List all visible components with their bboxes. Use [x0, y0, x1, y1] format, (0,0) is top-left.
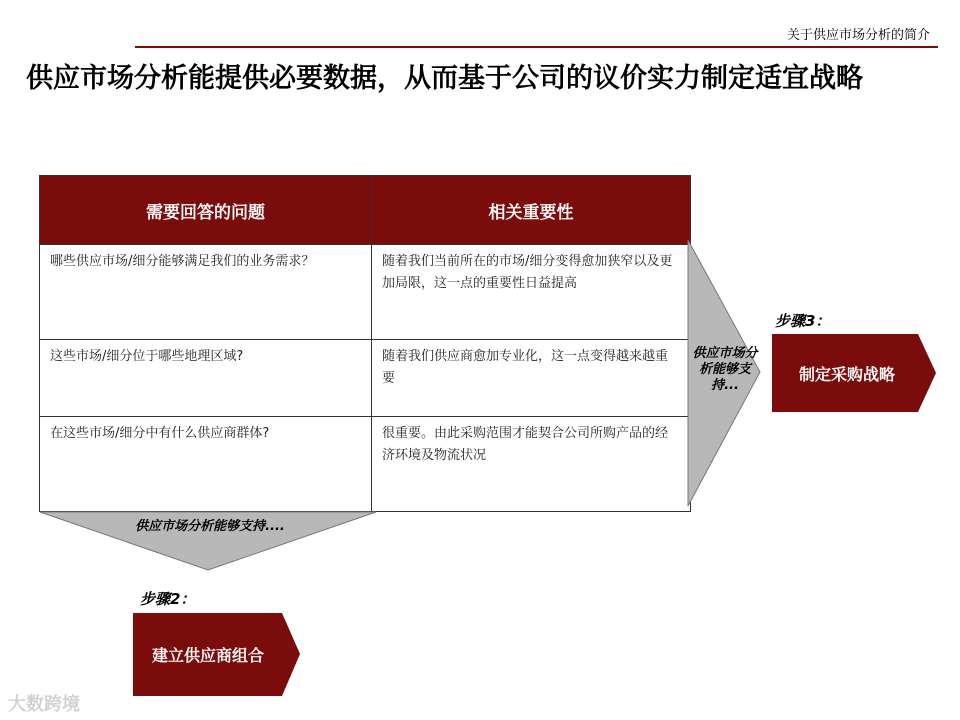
importance-cell: 随着我们供应商愈加专业化，这一点变得越来越重要 — [372, 340, 691, 417]
step2-text: 建立供应商组合 — [151, 646, 264, 665]
header-importance: 相关重要性 — [372, 176, 691, 245]
importance-cell: 随着我们当前所在的市场/细分变得愈加狭窄以及更加局限，这一点的重要性日益提高 — [372, 245, 691, 340]
step2-label: 步骤2： — [140, 590, 196, 608]
step3-label: 步骤3： — [775, 312, 831, 330]
watermark-logo: 大数跨境 — [8, 694, 80, 715]
slide-title: 供应市场分析能提供必要数据，从而基于公司的议价实力制定适宜战略 — [26, 63, 863, 94]
step3-text: 制定采购战略 — [798, 365, 895, 384]
header-questions: 需要回答的问题 — [40, 176, 372, 245]
question-cell: 在这些市场/细分中有什么供应商群体? — [40, 417, 372, 512]
right-arrow-text: 供应市场分析能够支持... — [692, 346, 758, 393]
question-cell: 哪些供应市场/细分能够满足我们的业务需求？ — [40, 245, 372, 340]
importance-cell: 很重要。由此采购范围才能契合公司所购产品的经济环境及物流状况 — [372, 417, 691, 512]
question-cell: 这些市场/细分位于哪些地理区域? — [40, 340, 372, 417]
section-label: 关于供应市场分析的简介 — [786, 28, 930, 43]
down-arrow-text: 供应市场分析能够支持.... — [135, 519, 285, 534]
